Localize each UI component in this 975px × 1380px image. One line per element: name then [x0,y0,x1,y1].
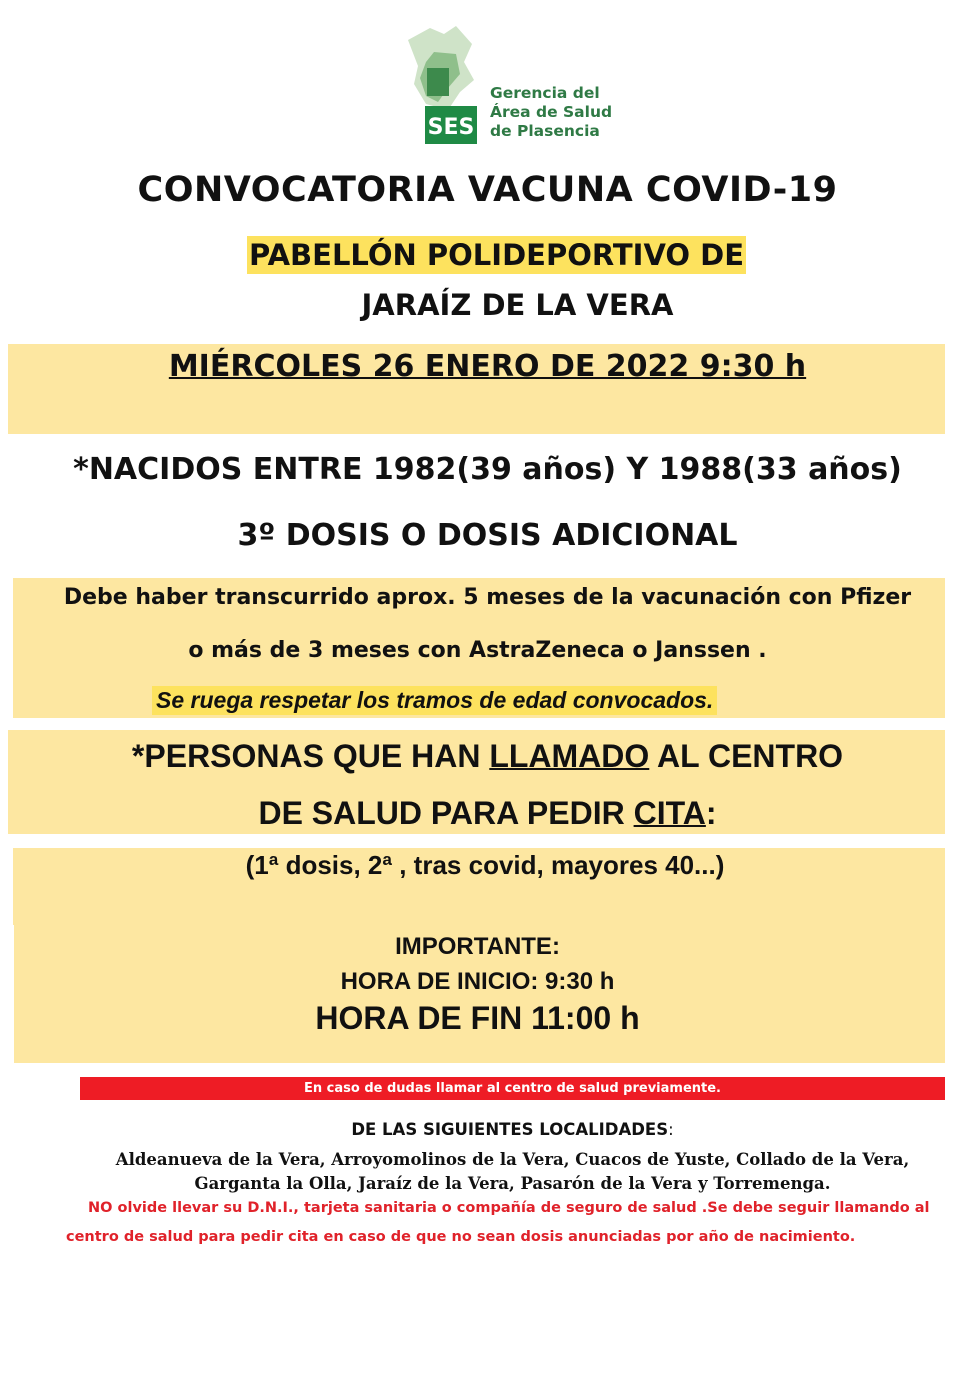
venue-line-2: JARAÍZ DE LA VERA [361,288,674,322]
localities-heading-colon: : [668,1120,674,1139]
localities-line-1: Aldeanueva de la Vera, Arroyomolinos de la Vera, Cuacos de Yuste, Collado de la Vera, [115,1150,910,1169]
end-time: HORA DE FIN 11:00 h [315,1000,640,1036]
persons-appointment: CITA [633,795,706,831]
start-time: HORA DE INICIO: 9:30 h [340,968,615,995]
requirement-line-2: o más de 3 meses con AstraZeneca o Janssen . [188,638,767,663]
localities-heading [0,1120,975,1139]
important-label: IMPORTANTE: [395,933,560,960]
persons-line-1 [0,738,975,775]
persons-called: LLAMADO [489,738,650,774]
persons-text-2: AL CENTRO [649,738,844,774]
age-notice: Se ruega respetar los tramos de edad convocados. [152,686,717,715]
logo-line-1: Gerencia del [490,84,600,102]
doubts-banner: En caso de dudas llamar al centro de salud previamente. [80,1077,945,1100]
persons-line-2 [0,795,975,832]
logo-line-2: Área de Salud [490,103,613,121]
requirement-line-1: Debe haber transcurrido aprox. 5 meses de la vacunación con Pfizer [63,585,912,610]
logo-brand: SES [427,115,475,140]
extremadura-map-icon [400,22,490,147]
footer-note-line-2: centro de salud para pedir cita en caso de que no sean dosis anunciadas por año de nacimiento. [66,1229,856,1245]
localities-heading-text: DE LAS SIGUIENTES LOCALIDADES [351,1120,669,1139]
persons-text-1: *PERSONAS QUE HAN [131,738,490,774]
doses-line: (1ª dosis, 2ª , tras covid, mayores 40...) [245,850,725,880]
venue-line-1: PABELLÓN POLIDEPORTIVO DE [249,238,745,272]
persons-text-4: : [705,795,717,831]
ses-logo [400,22,640,147]
date-line: MIÉRCOLES 26 ENERO DE 2022 9:30 h [168,349,807,384]
dose-line: 3º DOSIS O DOSIS ADICIONAL [237,518,738,553]
born-line: *NACIDOS ENTRE 1982(39 años) Y 1988(33 años) [73,452,902,487]
footer-note-line-1: NO olvide llevar su D.N.I., tarjeta sanitaria o compañía de seguro de salud .Se debe seguir llamando al [88,1200,930,1216]
logo-line-3: de Plasencia [490,122,600,140]
page-title: CONVOCATORIA VACUNA COVID-19 [137,170,838,210]
localities-line-2: Garganta la Olla, Jaraíz de la Vera, Pasarón de la Vera y Torremenga. [194,1174,831,1193]
persons-text-3: DE SALUD PARA PEDIR [258,795,634,831]
